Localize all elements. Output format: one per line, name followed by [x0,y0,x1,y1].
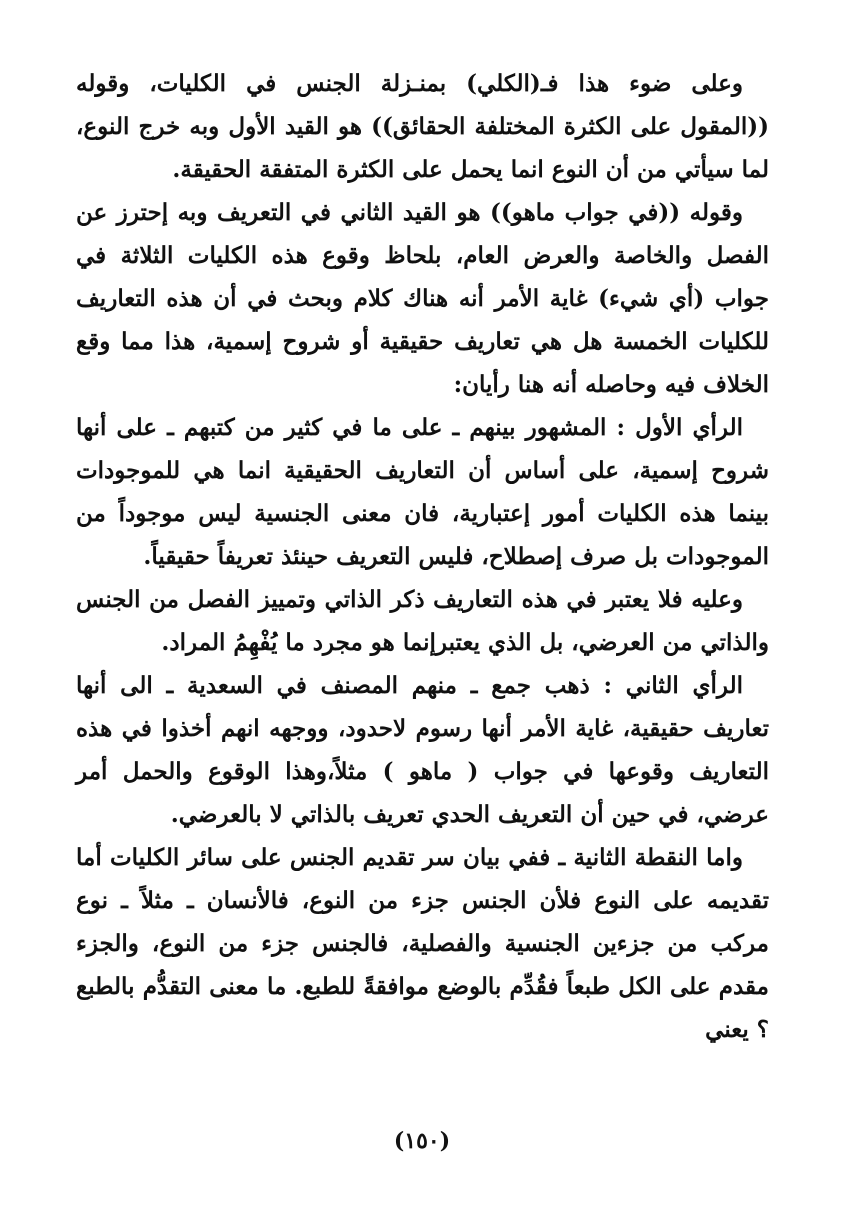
paragraph-genus-definition: وعلى ضوء هذا فـ(الكلي) بمنـزلة الجنس في الكليات، وقوله ((المقول على الكثرة المختلفة الحقائق)) هو القيد الأول وبه خرج النوع، لما سيأتي من أن النوع انما يحمل على الكثرة المتفقة الحقيقة. [76,70,769,183]
paragraph-second-opinion: الرأي الثاني : ذهب جمع ـ منهم المصنف في السعدية ـ الى أنها تعاريف حقيقية، غاية الأمر أنها رسوم لاحدود، ووجهه انهم أخذوا في هذه التعاريف وقوعها في جواب ( ماهو ) مثلاً،وهذا الوقوع والحمل أمر عرضي، في حين أن التعريف الحدي تعريف بالذاتي لا بالعرضي. [76,672,769,828]
body-text [76,62,769,1051]
paragraph-second-constraint: وقوله ((في جواب ماهو)) هو القيد الثاني في التعريف وبه إحترز عن الفصل والخاصة والعرض العام، بلحاظ وقوع هذه الكليات الثلاثة في جواب (أي شيء) غاية الأمر أنه هناك كلام وبحث في أن هذه التعاريف للكليات الخمسة هل هي تعاريف حقيقية أو شروح إسمية، هذا مما وقع الخلاف فيه وحاصله أنه هنا رأيان: [76,199,769,398]
paragraph-first-opinion: الرأي الأول : المشهور بينهم ـ على ما في كثير من كتبهم ـ على أنها شروح إسمية، على أساس أن التعاريف الحقيقية انما هي للموجودات بينما هذه الكليات أمور إعتبارية، فان معنى الجنسية ليس موجوداً من الموجودات بل صرف إصطلاح، فليس التعريف حينئذ تعريفاً حقيقياً. [76,414,769,570]
paragraph-consequence: وعليه فلا يعتبر في هذه التعاريف ذكر الذاتي وتمييز الفصل من الجنس والذاتي من العرضي، بل الذي يعتبرإنما هو مجرد ما يُفْهِمُ المراد. [76,586,769,656]
page-number: (١٥٠) [393,1128,451,1154]
paragraph-second-point: واما النقطة الثانية ـ ففي بيان سر تقديم الجنس على سائر الكليات أما تقديمه على النوع فلأن الجنس جزء من النوع، فالأنسان ـ مثلاً ـ نوع مركب من جزءين الجنسية والفصلية، فالجنس جزء من النوع، والجزء مقدم على الكل طبعاً فقُدِّم بالوضع موافقةً للطبع. ما معنى التقدُّم بالطبع ؟ يعني [76,844,769,1043]
